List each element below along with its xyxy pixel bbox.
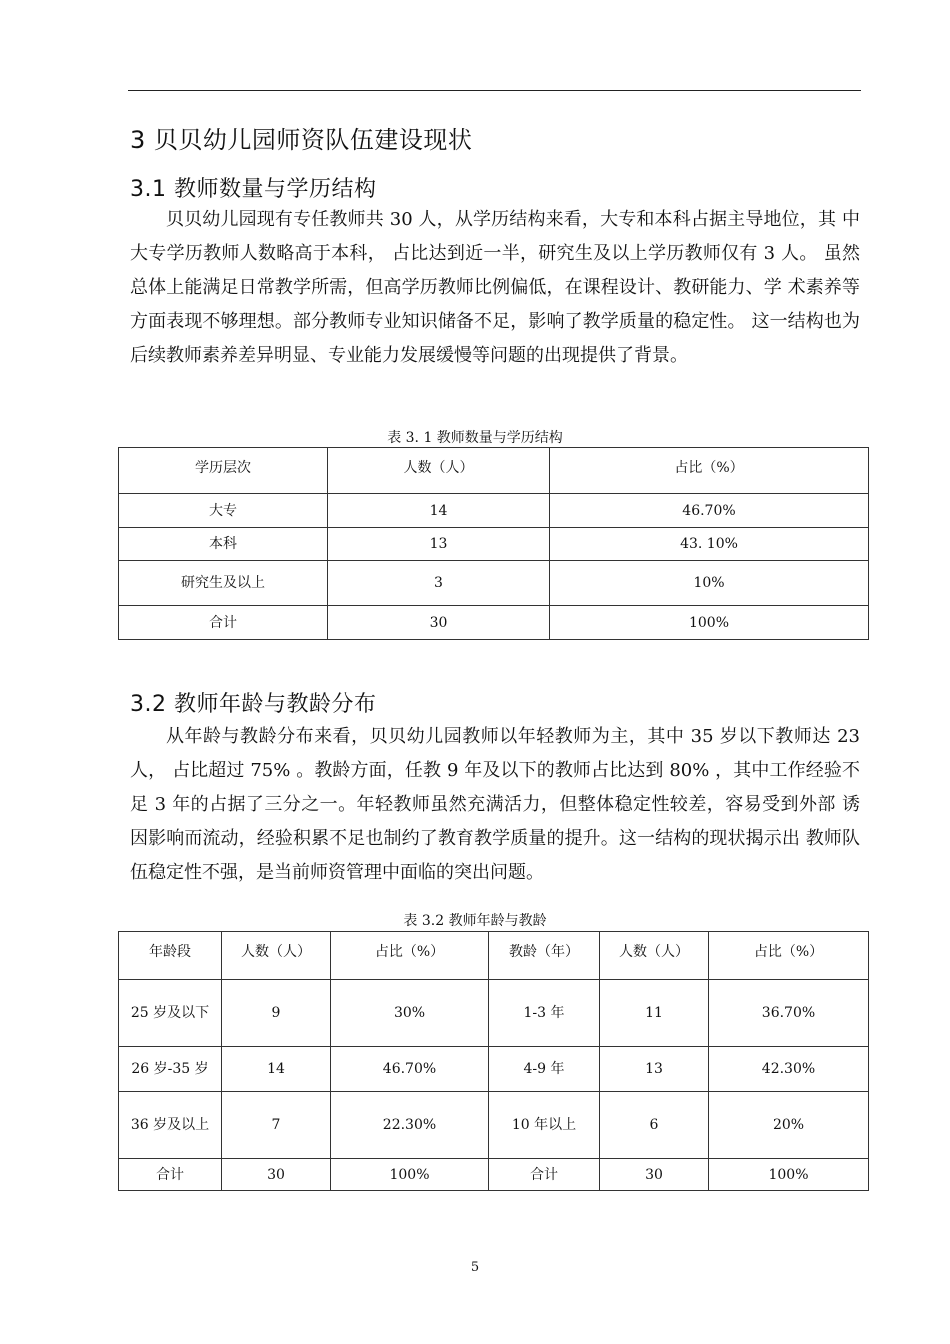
subsection-title-3-2: 3.2 教师年龄与教龄分布	[130, 692, 377, 717]
table-cell: 100%	[331, 1159, 489, 1191]
table-cell: 1-3 年	[489, 980, 600, 1047]
table-cell: 合计	[119, 606, 328, 640]
table-cell: 4-9 年	[489, 1047, 600, 1092]
table-cell: 大专	[119, 494, 328, 528]
education-table	[118, 447, 869, 640]
table2-caption: 表 3.2 教师年龄与教龄	[403, 913, 547, 929]
table-cell: 14	[328, 494, 550, 528]
table-cell: 3	[328, 561, 550, 606]
table-cell: 36.70%	[709, 980, 869, 1047]
paragraph-3-1: 贝贝幼儿园现有专任教师共 30 人，从学历结构来看，大专和本科占据主导地位，其 中大专学历教师人数略高于本科， 占比达到近一半，研究生及以上学历教师仅有 3 人。 虽然总体上能满足日常教学所需，但高学历教师比例偏低，在课程设计、教研能力、学 术素养等方面表现不够理想。部分教师专业知识储备不足，影响了教学质量的稳定性。 这一结构也为后续教师素养差异明显、专业能力发展缓慢等问题的出现提供了背景。	[130, 209, 860, 366]
table-cell: 10 年以上	[489, 1092, 600, 1159]
table1-header-cell: 人数（人）	[328, 448, 550, 494]
table-cell: 合计	[119, 1159, 222, 1191]
table-cell: 22.30%	[331, 1092, 489, 1159]
table1-header-cell: 学历层次	[119, 448, 328, 494]
table-cell: 6	[600, 1092, 709, 1159]
table-cell: 10%	[550, 561, 869, 606]
table1-header-cell: 占比（%）	[550, 448, 869, 494]
table-cell: 30%	[331, 980, 489, 1047]
paragraph-3-2: 从年龄与教龄分布来看，贝贝幼儿园教师以年轻教师为主，其中 35 岁以下教师达 23 人， 占比超过 75% 。教龄方面，任教 9 年及以下的教师占比达到 80% ，其中工作经验不 足 3 年的占据了三分之一。年轻教师虽然充满活力，但整体稳定性较差，容易受到外部 诱因影响而流动，经验积累不足也制约了教育教学质量的提升。这一结构的现状揭示出 教师队伍稳定性不强，是当前师资管理中面临的突出问题。	[130, 726, 860, 883]
table-cell: 30	[328, 606, 550, 640]
table2-header-cell: 人数（人）	[222, 932, 331, 980]
table-cell: 研究生及以上	[119, 561, 328, 606]
table-cell: 100%	[550, 606, 869, 640]
table-cell: 42.30%	[709, 1047, 869, 1092]
table-cell: 26 岁-35 岁	[119, 1047, 222, 1092]
table-cell: 25 岁及以下	[119, 980, 222, 1047]
section-title: 3 贝贝幼儿园师资队伍建设现状	[130, 126, 473, 154]
table-cell: 14	[222, 1047, 331, 1092]
table-cell: 30	[600, 1159, 709, 1191]
table-row	[119, 1092, 869, 1159]
table-cell: 合计	[489, 1159, 600, 1191]
subsection-title-3-1: 3.1 教师数量与学历结构	[130, 177, 377, 202]
table1-header-row	[119, 448, 869, 494]
table-row	[119, 606, 869, 640]
table2-header-cell: 教龄（年）	[489, 932, 600, 980]
table-cell: 9	[222, 980, 331, 1047]
table-cell: 100%	[709, 1159, 869, 1191]
table2-header-row	[119, 932, 869, 980]
table-row	[119, 1159, 869, 1191]
table-cell: 7	[222, 1092, 331, 1159]
table-row	[119, 561, 869, 606]
table-cell: 46.70%	[331, 1047, 489, 1092]
table-cell: 46.70%	[550, 494, 869, 528]
table-row	[119, 1047, 869, 1092]
age-seniority-table	[118, 931, 869, 1191]
table2-header-cell: 占比（%）	[709, 932, 869, 980]
table-cell: 30	[222, 1159, 331, 1191]
table-row	[119, 528, 869, 561]
table-row	[119, 494, 869, 528]
table-cell: 36 岁及以上	[119, 1092, 222, 1159]
table-row	[119, 980, 869, 1047]
table2-header-cell: 占比（%）	[331, 932, 489, 980]
table-cell: 20%	[709, 1092, 869, 1159]
table2-header-cell: 年龄段	[119, 932, 222, 980]
table-cell: 13	[328, 528, 550, 561]
table-cell: 本科	[119, 528, 328, 561]
page-number: 5	[470, 1260, 480, 1275]
table2-header-cell: 人数（人）	[600, 932, 709, 980]
header-rule	[128, 90, 861, 91]
table-cell: 11	[600, 980, 709, 1047]
table-cell: 13	[600, 1047, 709, 1092]
table1-caption: 表 3. 1 教师数量与学历结构	[387, 430, 563, 446]
table-cell: 43. 10%	[550, 528, 869, 561]
